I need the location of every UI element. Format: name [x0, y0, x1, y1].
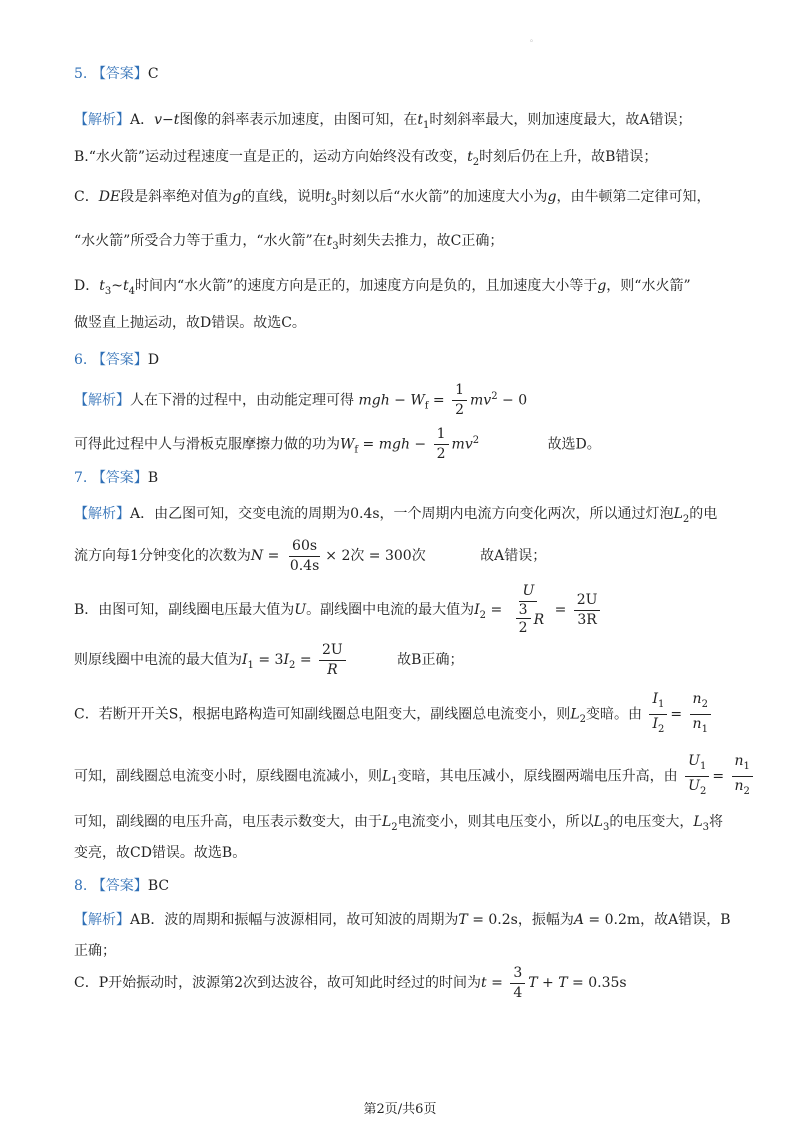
answer-label: 【答案】 [91, 470, 148, 486]
text: = [490, 602, 503, 618]
sub: 2 [391, 821, 398, 833]
text: = [299, 652, 312, 668]
math-t: t [99, 278, 105, 294]
math: I [242, 652, 248, 668]
q6-analysis-line2 [74, 421, 601, 470]
den [732, 777, 753, 801]
q5-number: 5. [74, 66, 88, 82]
sub: 1 [743, 760, 750, 772]
text: ，则“水火箭” [606, 278, 691, 294]
text: 的电压变大， [609, 814, 694, 830]
analysis-label: 【解析】 [74, 912, 130, 928]
q8-answer: BC [147, 878, 170, 894]
math-t: t [122, 278, 129, 294]
text: C． [74, 189, 99, 205]
num: 3 [510, 964, 525, 984]
den [685, 777, 709, 801]
text: 的电 [689, 506, 718, 522]
math-g: g [547, 189, 557, 205]
q7-answer-line [74, 468, 158, 488]
math-de: DE [98, 189, 121, 205]
fraction [732, 752, 753, 801]
text: × 2次 = 300次 [325, 548, 426, 564]
q5-analysis-line6 [74, 313, 306, 333]
math: T [558, 975, 568, 991]
math-t3: t [326, 233, 333, 249]
answer-label: 【答案】 [91, 352, 148, 368]
sub: 2 [701, 698, 708, 710]
math: = mgh − [362, 436, 427, 453]
sub: 3 [330, 196, 338, 208]
text: = [554, 602, 567, 618]
fraction [510, 964, 525, 1003]
math: t [481, 975, 487, 991]
sub: f [354, 444, 359, 456]
text: A． [130, 112, 155, 128]
math-t1: t [417, 112, 424, 128]
math-t3: t [325, 189, 331, 205]
text: ，由牛顿第二定律可知， [556, 189, 711, 205]
den: 0.4s [289, 557, 320, 574]
text: 段是斜率绝对值为 [120, 189, 233, 205]
num [685, 752, 709, 777]
math: T [528, 975, 538, 991]
sub: 1 [391, 776, 398, 788]
sub: 1 [423, 119, 430, 131]
text: 图像的斜率表示加速度，由图可知，在 [179, 112, 418, 128]
text: 将 [709, 814, 724, 830]
q6-answer-line [74, 350, 159, 370]
text: AB．波的周期和振幅与波源相同，故可知波的周期为 [130, 912, 459, 928]
den [510, 602, 547, 638]
sub: 2 [288, 659, 296, 671]
text: = [712, 768, 725, 785]
math: I [652, 715, 658, 732]
text: 。副线圈中电流的最大值为 [306, 602, 475, 618]
fraction [690, 690, 711, 739]
text: B．由图可知，副线圈电压最大值为 [74, 602, 295, 618]
text: 的直线，说明 [241, 189, 326, 205]
sub: 2 [472, 156, 480, 168]
math: W [340, 436, 355, 453]
math: R [533, 612, 545, 628]
num [732, 752, 753, 777]
text: 时刻后仍在上升，故B错误； [479, 149, 658, 165]
text: − 0 [502, 392, 528, 409]
sub: 4 [128, 285, 135, 297]
den [649, 715, 667, 739]
math: I [474, 602, 480, 618]
math: L [382, 768, 392, 785]
fraction [685, 752, 709, 801]
q8-analysis-line1 [74, 910, 731, 930]
q6-answer: D [147, 352, 160, 368]
math: I [652, 691, 658, 707]
sub: 1 [701, 723, 708, 735]
text: = 0.2s [472, 912, 518, 928]
sub: f [424, 400, 429, 412]
q7-analysis-line8 [74, 843, 246, 863]
math: U [688, 753, 700, 769]
num: 60s [289, 537, 320, 557]
math: n [692, 715, 702, 732]
num: U [519, 582, 537, 602]
fraction [434, 425, 449, 464]
text: ~ [111, 278, 123, 294]
math: T [458, 912, 468, 928]
text: 正确； [74, 943, 116, 959]
math: L [382, 814, 392, 830]
q6-analysis-line1 [74, 377, 527, 426]
fraction [319, 641, 346, 680]
q8-analysis-line2 [74, 941, 116, 961]
q7-answer: B [147, 470, 159, 486]
text: 故B正确； [397, 652, 464, 668]
q8-analysis-line3 [74, 962, 627, 1004]
text: = 0.35s [572, 975, 627, 991]
q5-answer: C [147, 66, 159, 82]
sub: 1 [699, 760, 707, 772]
analysis-label: 【解析】 [74, 112, 130, 128]
fraction [287, 537, 322, 576]
num: 1 [434, 425, 449, 445]
q6-number: 6. [74, 352, 88, 368]
text: 故A错误； [480, 548, 547, 564]
math: n [734, 777, 744, 794]
text: = [491, 975, 503, 991]
text: 做竖直上抛运动，故D错误。故选C。 [74, 315, 306, 331]
math: mv [470, 392, 492, 409]
sub: 3 [702, 821, 710, 833]
sub: 3 [332, 240, 339, 252]
sub: 3 [104, 285, 112, 297]
q5-analysis-line2 [74, 147, 657, 173]
fraction [510, 582, 547, 638]
sub: 2 [699, 785, 707, 797]
num: 1 [452, 381, 467, 401]
sub: 2 [479, 609, 487, 621]
math: I [283, 652, 289, 668]
math: n [692, 691, 702, 707]
text: = [267, 548, 280, 564]
q8-number: 8. [74, 878, 88, 894]
num: 2U [319, 641, 346, 661]
text: 则原线圈中电流的最大值为 [74, 652, 242, 668]
text: 可得此过程中人与滑板克服摩擦力做的功为 [74, 436, 340, 453]
analysis-label: 【解析】 [74, 506, 130, 522]
q5-answer-line [74, 64, 159, 84]
math: L [673, 506, 683, 522]
text: 可知，副线圈总电流变小时，原线圈电流减小，则 [74, 768, 382, 785]
sub: 2 [743, 785, 750, 797]
q7-analysis-line3 [74, 582, 603, 641]
fraction [574, 591, 601, 630]
q8-answer-line [74, 876, 169, 896]
text: = [432, 392, 445, 409]
answer-label: 【答案】 [91, 66, 148, 82]
fraction [649, 690, 667, 739]
text: D． [74, 278, 100, 294]
q5-analysis-line4 [74, 231, 503, 257]
inner-fraction [516, 602, 531, 638]
num [690, 690, 711, 715]
q7-analysis-line4 [74, 639, 463, 687]
math: A [573, 912, 584, 928]
math: L [693, 814, 703, 830]
text: 变暗，其电压减小，原线圈两端电压升高，由 [397, 768, 678, 785]
text: B.“水火箭”运动过程速度一直是正的，运动方向始终没有改变， [74, 149, 468, 165]
fraction [452, 381, 467, 420]
text: 时刻以后“水火箭”的加速度大小为 [337, 189, 548, 205]
answer-label: 【答案】 [91, 878, 148, 894]
math-t2: t [467, 149, 473, 165]
text: 流方向每1分钟变化的次数为 [74, 548, 251, 564]
den [690, 715, 711, 739]
text: 时刻斜率最大，则加速度最大，故A错误； [429, 112, 692, 128]
sub: 2 [682, 513, 690, 525]
sub: 2 [579, 714, 586, 726]
text: = 3 [258, 652, 284, 668]
text: = 0.2m [588, 912, 641, 928]
text: 变亮，故CD错误。故选B。 [74, 845, 247, 861]
den: 2 [518, 620, 528, 636]
math-g: g [232, 189, 242, 205]
q7-analysis-line1 [74, 504, 717, 530]
q5-analysis-line3 [74, 187, 710, 213]
math: U [688, 777, 700, 794]
q5-analysis-line1 [74, 110, 692, 136]
den: 2 [436, 446, 446, 463]
den: 3R [577, 611, 597, 628]
math-vt: v−t [154, 112, 180, 128]
text: 人在下滑的过程中，由动能定理可得 [130, 392, 354, 409]
q5-analysis-line5 [74, 276, 691, 302]
sub: 1 [657, 698, 665, 710]
text: ，振幅为 [517, 912, 574, 928]
q7-number: 7. [74, 470, 88, 486]
q7-analysis-line6 [74, 752, 756, 803]
text: C．若断开开关S，根据电路构造可知副线圈总电阻变大，副线圈总电流变小，则 [74, 706, 571, 723]
corner-mark: 。 [530, 34, 538, 43]
sup: 2 [472, 435, 480, 446]
text: 时刻失去推力，故C正确； [338, 233, 504, 249]
math: L [570, 706, 580, 723]
den: 2 [455, 402, 464, 419]
text: “水火箭”所受合力等于重力，“水火箭”在 [74, 233, 327, 249]
text: 故选D。 [547, 436, 601, 453]
math: U [294, 602, 307, 618]
text: + [542, 975, 554, 991]
page-footer: 第2页/共6页 [363, 1102, 437, 1117]
math-g: g [597, 278, 607, 294]
den: 4 [513, 984, 523, 1001]
text: 可知，副线圈的电压升高，电压表示数变大，由于 [74, 814, 382, 830]
sub: 2 [657, 723, 665, 735]
text: ，故A错误，B [640, 912, 731, 928]
sub: 3 [602, 821, 610, 833]
analysis-label: 【解析】 [74, 392, 130, 409]
math: L [593, 814, 603, 830]
text: 电流变小，则其电压变小，所以 [397, 814, 594, 830]
q7-analysis-line5 [74, 690, 714, 741]
math: N [250, 548, 264, 564]
text: A．由乙图可知，交变电流的周期为0.4s，一个周期内电流方向变化两次，所以通过灯泡 [130, 506, 674, 522]
math: n [734, 753, 744, 769]
q7-analysis-line2 [74, 535, 546, 577]
text: C．P开始振动时，波源第2次到达波谷，故可知此时经过的时间为 [74, 975, 482, 991]
num: 2U [574, 591, 601, 611]
text: = [670, 706, 683, 723]
sup: 2 [491, 391, 498, 402]
text: 时间内“水火箭”的速度方向是正的，加速度方向是负的，且加速度大小等于 [135, 278, 598, 294]
num [649, 690, 667, 715]
den: R [327, 661, 338, 678]
math: mgh − W [358, 392, 425, 409]
q7-analysis-line7 [74, 812, 723, 838]
math: mv [451, 436, 473, 453]
text: 变暗。由 [585, 706, 642, 723]
num: 3 [516, 602, 531, 619]
sub: 1 [247, 659, 254, 671]
